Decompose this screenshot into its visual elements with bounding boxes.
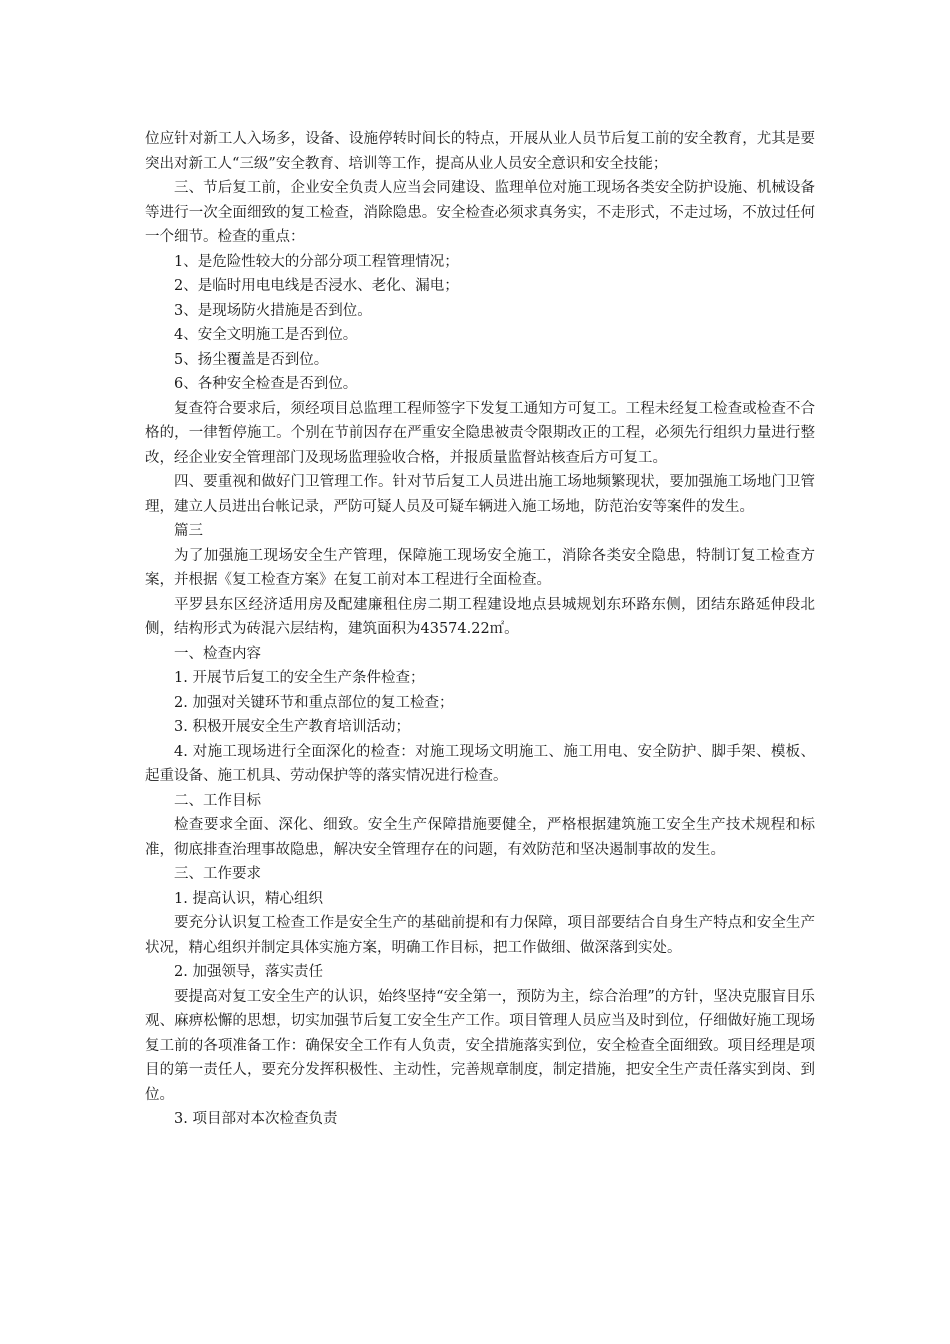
paragraph: 要充分认识复工检查工作是安全生产的基础前提和有力保障，项目部要结合自身生产特点和安全生产状况，精心组织并制定具体实施方案，明确工作目标，把工作做细、做深落到实处。 <box>145 915 815 956</box>
paragraph: 为了加强施工现场安全生产管理，保障施工现场安全施工，消除各类安全隐患，特制订复工检查方案，并根据《复工检查方案》在复工前对本工程进行全面检查。 <box>145 547 815 588</box>
paragraph: 3. 积极开展安全生产教育培训活动； <box>174 719 410 735</box>
paragraph: 6、各种安全检查是否到位。 <box>174 376 358 392</box>
paragraph: 平罗县东区经济适用房及配建廉租住房二期工程建设地点县城规划东环路东侧，团结东路延伸段北侧，结构形式为砖混六层结构，建筑面积为43574.22㎡。 <box>145 596 815 637</box>
paragraph: 3、是现场防火措施是否到位。 <box>174 302 372 319</box>
paragraph: 1. 提高认识，精心组织 <box>174 890 323 907</box>
paragraph: 篇三 <box>174 523 203 539</box>
paragraph: 复查符合要求后，须经项目总监理工程师签字下发复工通知方可复工。工程未经复工检查或检查不合格的，一律暂停施工。个别在节前因存在严重安全隐患被责令限期改正的工程，必须先行组织力量进行整改，经企业安全管理部门及现场监理验收合格，并报质量监督站核查后方可复工。 <box>145 400 815 466</box>
paragraph: 一、检查内容 <box>174 645 261 662</box>
paragraph: 二、工作目标 <box>174 792 261 809</box>
paragraph: 三、节后复工前，企业安全负责人应当会同建设、监理单位对施工现场各类安全防护设施、机械设备等进行一次全面细致的复工检查，消除隐患。安全检查必须求真务实，不走形式，不走过场，不放过任何一个细节。检查的重点： <box>145 180 815 245</box>
paragraph: 位应针对新工人入场多，设备、设施停转时间长的特点，开展从业人员节后复工前的安全教育，尤其是要突出对新工人“三级”安全教育、培训等工作，提高从业人员安全意识和安全技能； <box>145 131 815 172</box>
paragraph: 4、安全文明施工是否到位。 <box>174 327 358 343</box>
paragraph: 检查要求全面、深化、细致。安全生产保障措施要健全，严格根据建筑施工安全生产技术规程和标准，彻底排查治理事故隐患，解决安全管理存在的问题，有效防范和坚决遏制事故的发生。 <box>145 817 815 858</box>
document-body <box>145 127 815 1132</box>
paragraph: 要提高对复工安全生产的认识，始终坚持“安全第一，预防为主，综合治理”的方针，坚决克服盲目乐观、麻痹松懈的思想，切实加强节后复工安全生产工作。项目管理人员应当及时到位，仔细做好施工现场复工前的各项准备工作：确保安全工作有人负责，安全措施落实到位，安全检查全面细致。项目经理是项目的第一责任人，要充分发挥积极性、主动性，完善规章制度，制定措施，把安全生产责任落实到岗、到位。 <box>145 988 815 1103</box>
paragraph: 2. 加强对关键环节和重点部位的复工检查； <box>174 694 454 711</box>
paragraph: 4. 对施工现场进行全面深化的检查：对施工现场文明施工、施工用电、安全防护、脚手架、模板、起重设备、施工机具、劳动保护等的落实情况进行检查。 <box>145 743 815 784</box>
paragraph: 1、是危险性较大的分部分项工程管理情况； <box>174 253 459 270</box>
paragraph: 1. 开展节后复工的安全生产条件检查； <box>174 670 425 686</box>
paragraph: 四、要重视和做好门卫管理工作。针对节后复工人员进出施工场地频繁现状，要加强施工场地门卫管理，建立人员进出台帐记录，严防可疑人员及可疑车辆进入施工场地，防范治安等案件的发生。 <box>145 474 815 515</box>
paragraph: 3. 项目部对本次检查负责 <box>174 1111 338 1127</box>
paragraph: 2. 加强领导，落实责任 <box>174 964 323 980</box>
paragraph: 5、扬尘覆盖是否到位。 <box>174 351 329 368</box>
paragraph: 2、是临时用电电线是否浸水、老化、漏电； <box>174 278 459 294</box>
paragraph: 三、工作要求 <box>174 866 261 882</box>
